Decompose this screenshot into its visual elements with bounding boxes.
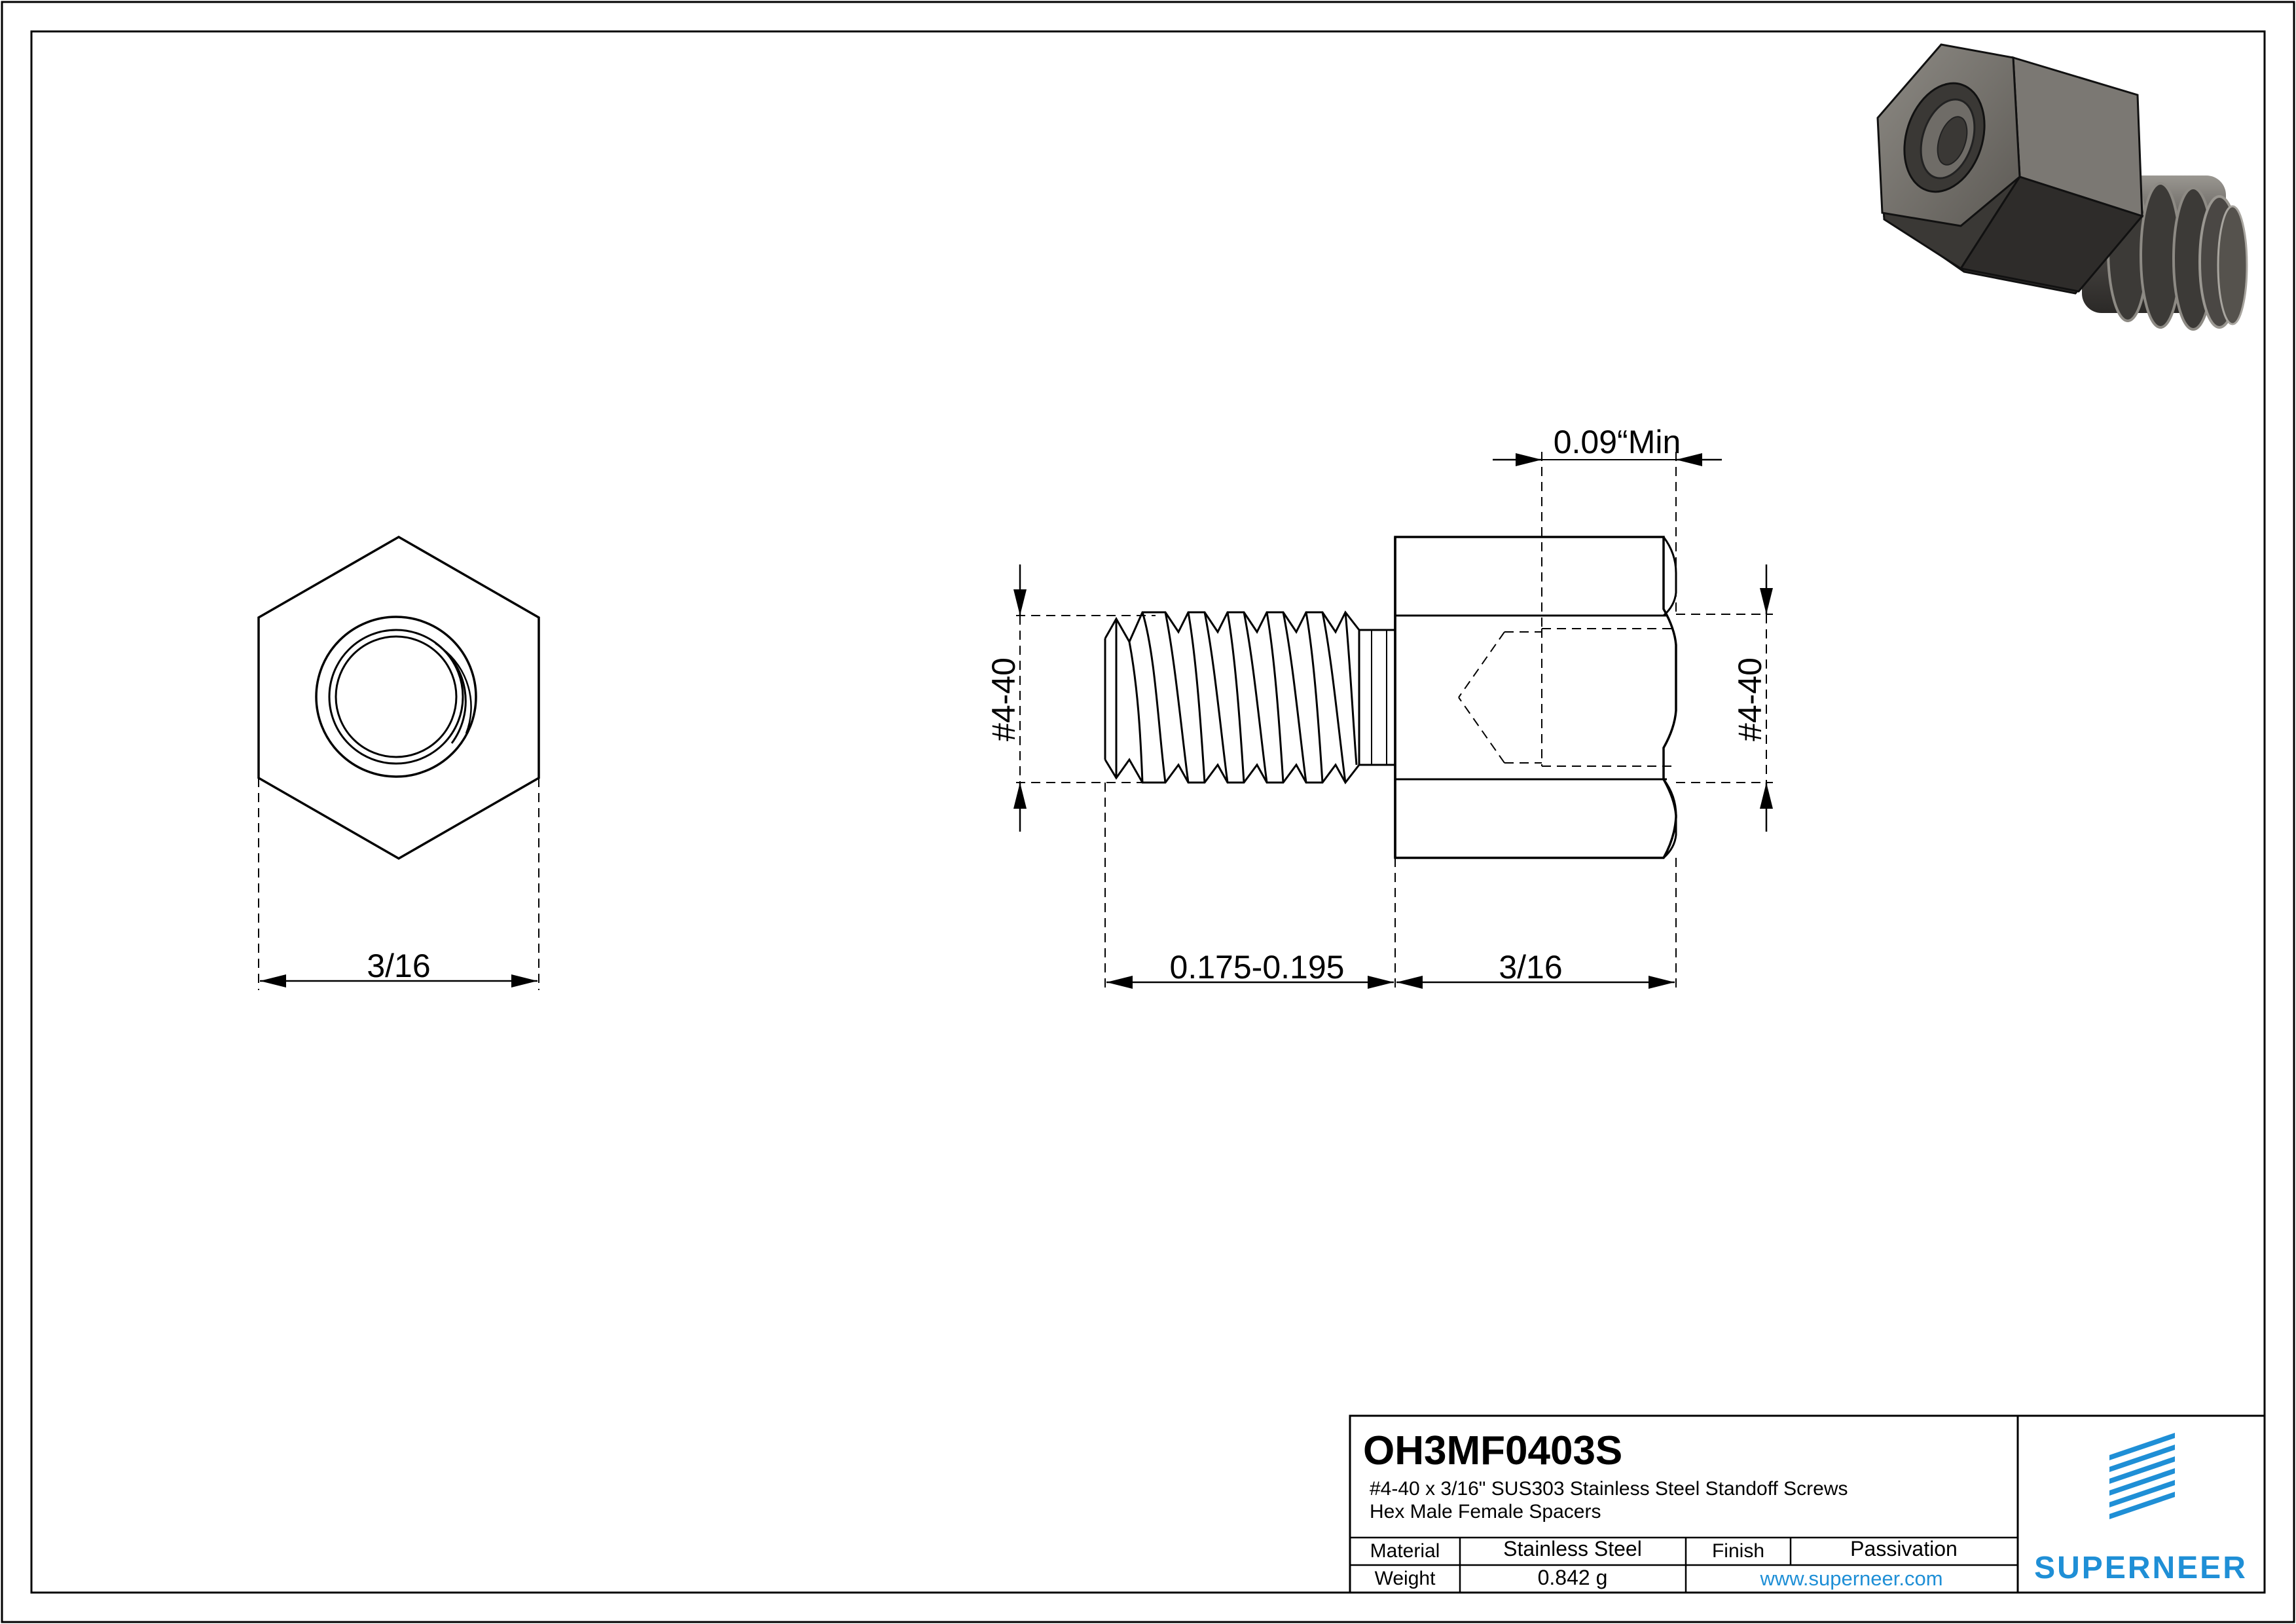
standoff-3d-render-icon (1878, 45, 2247, 329)
standoff-side-view (985, 424, 1773, 990)
weight-value: 0.842 g (1537, 1566, 1608, 1589)
body-length-dimension: 3/16 (1499, 949, 1563, 986)
thread-depth-dimension: 0.09“Min (1553, 424, 1681, 460)
male-thread-length-dimension: 0.175-0.195 (1169, 949, 1345, 986)
finish-label: Finish (1711, 1540, 1765, 1562)
description-line-2: Hex Male Female Spacers (1370, 1501, 1601, 1522)
male-thread (1105, 612, 1359, 783)
female-thread-size-dimension: #4-40 (1732, 657, 1768, 741)
brand-name: SUPERNEER (2034, 1551, 2248, 1585)
hex-across-flats-dimension: 3/16 (367, 948, 431, 984)
material-value: Stainless Steel (1503, 1537, 1642, 1560)
superneer-logo-icon (2109, 1433, 2175, 1519)
material-label: Material (1370, 1540, 1440, 1562)
website-link[interactable]: www.superneer.com (1760, 1567, 1943, 1590)
description-line-1: #4-40 x 3/16" SUS303 Stainless Steel Standoff Screws (1370, 1478, 1848, 1500)
hex-end-view (259, 537, 539, 990)
finish-value: Passivation (1850, 1537, 1958, 1560)
male-thread-size-dimension: #4-40 (985, 657, 1022, 741)
internal-thread-hidden-lines (1459, 629, 1676, 766)
part-number: OH3MF0403S (1363, 1428, 1623, 1473)
title-block (1350, 1416, 2265, 1593)
weight-label: Weight (1374, 1568, 1436, 1589)
